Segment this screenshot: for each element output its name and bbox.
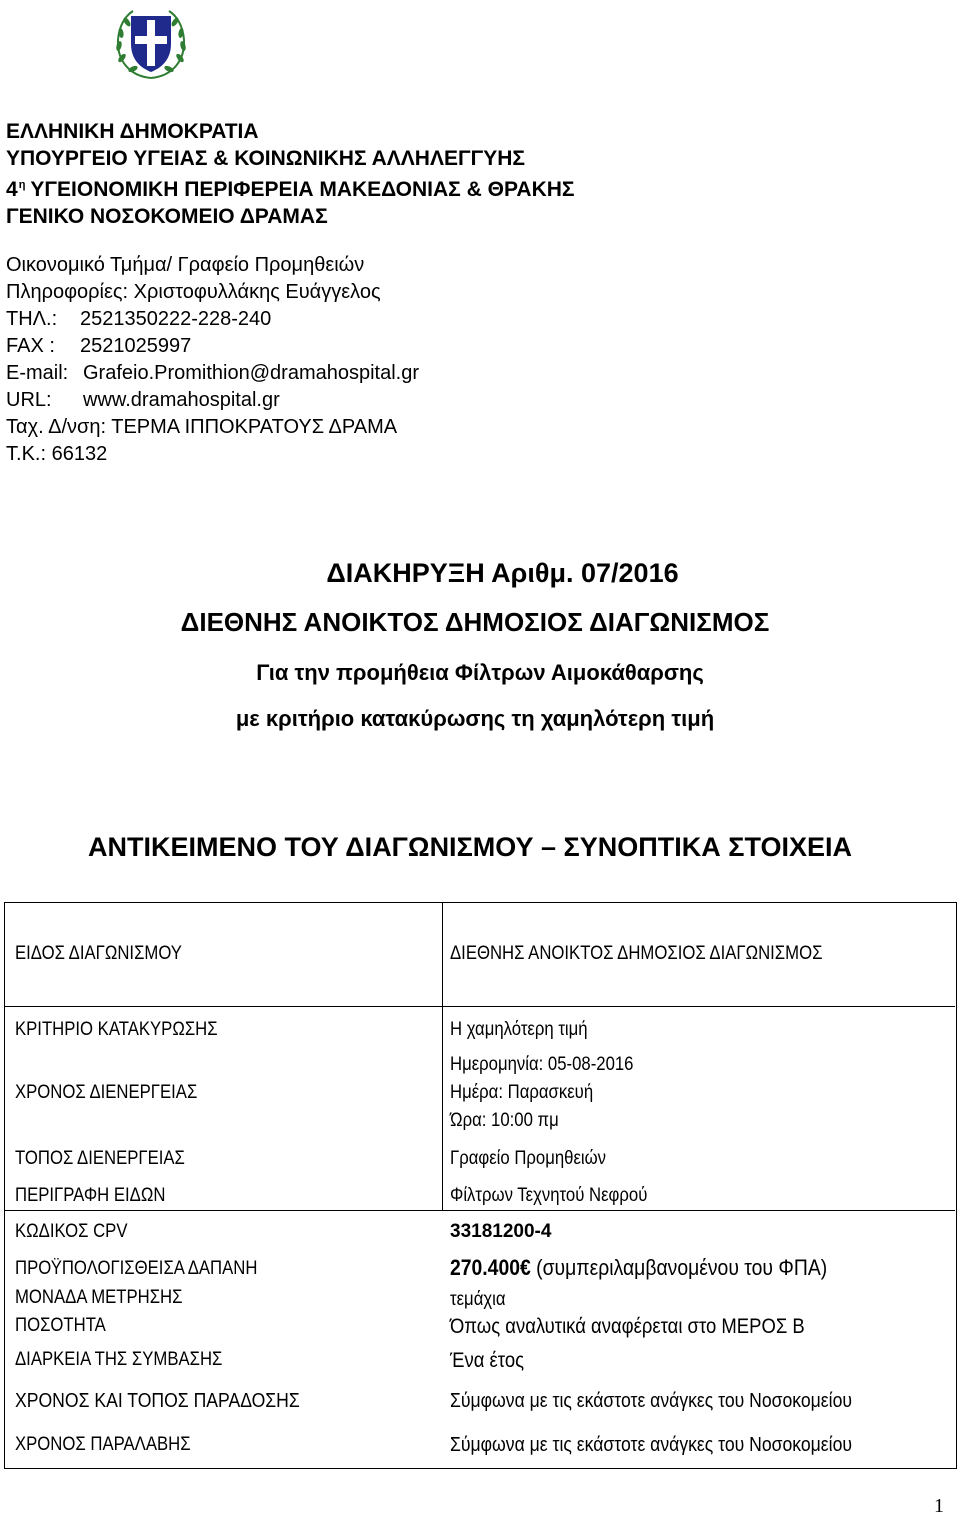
contact-fax: FAX : 2521025997	[6, 335, 192, 357]
receipt-label: ΧΡΟΝΟΣ ΠΑΡΑΛΑΒΗΣ	[15, 1434, 191, 1455]
delivery-value: Σύμφωνα με τις εκάστοτε ανάγκες του Νοσοκομείου	[450, 1390, 852, 1412]
award-criterion-label: ΚΡΙΤΗΡΙΟ ΚΑΤΑΚΥΡΩΣΗΣ	[15, 1019, 218, 1040]
contact-info	[6, 252, 419, 468]
conduct-time-value	[450, 1051, 633, 1135]
duration-label: ΔΙΑΡΚΕΙΑ ΤΗΣ ΣΥΜΒΑΣΗΣ	[15, 1349, 223, 1370]
conduct-day: Ημέρα: Παρασκευή	[450, 1082, 594, 1103]
budget-note: (συμπεριλαμβανομένου του ΦΠΑ)	[536, 1255, 828, 1280]
website-link[interactable]: www.dramahospital.gr	[83, 389, 280, 411]
cpv-label: ΚΩΔΙΚΟΣ CPV	[15, 1221, 128, 1242]
conduct-place-label: ΤΟΠΟΣ ΔΙΕΝΕΡΓΕΙΑΣ	[15, 1148, 185, 1169]
receipt-value: Σύμφωνα με τις εκάστοτε ανάγκες του Νοσοκομείου	[450, 1434, 852, 1456]
tender-kind-value: ΔΙΕΘΝΗΣ ΑΝΟΙΚΤΟΣ ΔΗΜΟΣΙΟΣ ΔΙΑΓΩΝΙΣΜΟΣ	[450, 943, 823, 964]
declaration-title: ΔΙΑΚΗΡΥΞΗ Αριθμ. 07/2016	[326, 558, 679, 588]
header-hospital: ΓΕΝΙΚΟ ΝΟΣΟΚΟΜΕΙΟ ΔΡΑΜΑΣ	[6, 205, 328, 228]
email-link[interactable]: Grafeio.Promithion@dramahospital.gr	[83, 362, 420, 384]
description-label: ΠΕΡΙΓΡΑΦΗ ΕΙΔΩΝ	[15, 1185, 166, 1206]
quantity-value: Όπως αναλυτικά αναφέρεται στο ΜΕΡΟΣ Β	[450, 1315, 805, 1338]
contact-info-line: Πληροφορίες: Χριστοφυλλάκης Ευάγγελος	[6, 281, 381, 303]
tender-kind-label: ΕΙΔΟΣ ΔΙΑΓΩΝΙΣΜΟΥ	[15, 943, 182, 964]
contact-email: E-mail: Grafeio.Promithion@dramahospital.gr	[6, 362, 420, 384]
page-number: 1	[934, 1495, 944, 1517]
quantity-label: ΠΟΣΟΤΗΤΑ	[15, 1315, 106, 1336]
tender-type-title: ΔΙΕΘΝΗΣ ΑΝΟΙΚΤΟΣ ΔΗΜΟΣΙΟΣ ΔΙΑΓΩΝΙΣΜΟΣ	[180, 607, 770, 637]
tender-criterion: με κριτήριο κατακύρωσης τη χαμηλότερη τιμή	[235, 706, 715, 731]
summary-table	[4, 902, 957, 1469]
budget-label: ΠΡΟΫΠΟΛΟΓΙΣΘΕΙΣΑ ΔΑΠΑΝΗ	[15, 1258, 258, 1279]
delivery-label: ΧΡΟΝΟΣ ΚΑΙ ΤΟΠΟΣ ΠΑΡΑΔΟΣΗΣ	[15, 1390, 300, 1412]
header-region: $4^\eta$ ΥΓΕΙΟΝΟΜΙΚΗ ΠΕΡΙΦΕΡΕΙΑ ΜΑΚΕΔΟΝΙΑΣ & ΘΡΑΚΗΣ	[6, 178, 575, 201]
contact-department: Οικονομικό Τμήμα/ Γραφείο Προμηθειών	[6, 254, 365, 276]
budget-value	[450, 1255, 827, 1281]
tender-subject: Για την προμήθεια Φίλτρων Αιμοκάθαρσης	[256, 660, 704, 685]
contact-url: URL: www.dramahospital.gr	[6, 389, 280, 411]
conduct-place-value: Γραφείο Προμηθειών	[450, 1148, 607, 1169]
unit-value: τεμάχια	[450, 1289, 506, 1310]
description-value: Φίλτρων Τεχνητού Νεφρού	[450, 1185, 648, 1206]
conduct-hour: Ώρα: 10:00 πμ	[450, 1110, 559, 1131]
cpv-value: 33181200-4	[450, 1221, 552, 1242]
contact-address: Ταχ. Δ/νση: ΤΕΡΜΑ ΙΠΠΟΚΡΑΤΟΥΣ ΔΡΑΜΑ	[6, 416, 398, 438]
row-divider	[5, 1210, 955, 1211]
award-criterion-value: Η χαμηλότερη τιμή	[450, 1019, 588, 1040]
column-divider	[442, 903, 443, 1211]
budget-amount: 270.400€	[450, 1255, 531, 1280]
header-ministry: ΥΠΟΥΡΓΕΙΟ ΥΓΕΙΑΣ & ΚΟΙΝΩΝΙΚΗΣ ΑΛΛΗΛΕΓΓΥΗΣ	[6, 147, 526, 170]
conduct-time-label: ΧΡΟΝΟΣ ΔΙΕΝΕΡΓΕΙΑΣ	[15, 1082, 198, 1103]
contact-phone: ΤΗΛ.: 2521350222-228-240	[6, 308, 272, 330]
organization-header	[6, 118, 575, 230]
conduct-date: Ημερομηνία: 05-08-2016	[450, 1054, 634, 1075]
unit-label: ΜΟΝΑΔΑ ΜΕΤΡΗΣΗΣ	[15, 1287, 183, 1308]
section-title: ΑΝΤΙΚΕΙΜΕΝΟ ΤΟΥ ΔΙΑΓΩΝΙΣΜΟΥ – ΣΥΝΟΠΤΙΚΑ ΣΤΟΙΧΕΙΑ	[88, 832, 852, 862]
header-country: ΕΛΛΗΝΙΚΗ ΔΗΜΟΚΡΑΤΙΑ	[6, 120, 259, 143]
duration-value: Ένα έτος	[450, 1349, 525, 1372]
contact-postcode: Τ.Κ.: 66132	[6, 443, 108, 465]
row-divider	[5, 1006, 955, 1007]
greek-emblem-icon	[113, 6, 189, 82]
